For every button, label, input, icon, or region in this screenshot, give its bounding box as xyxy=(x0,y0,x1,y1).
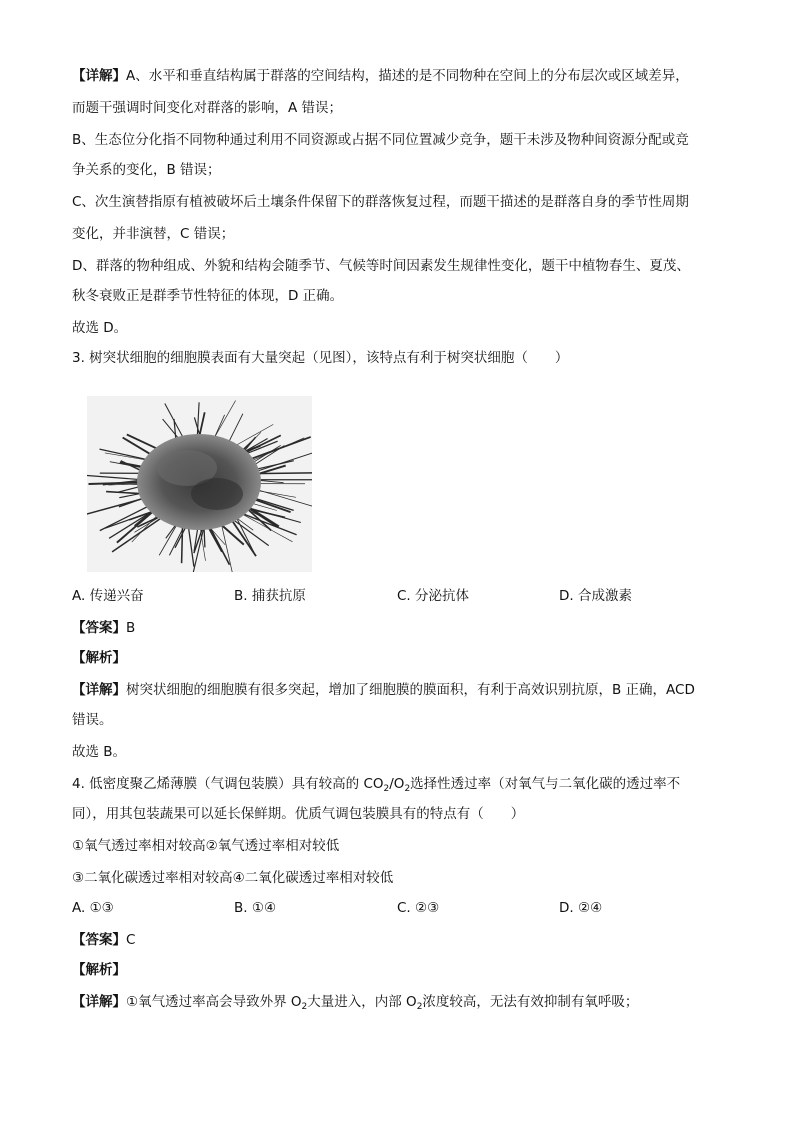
q4-option-c[interactable]: C. ②③ xyxy=(397,900,440,916)
q4-stem-pre: 4. 低密度聚乙烯薄膜（气调包装膜）具有较高的 CO xyxy=(72,776,384,792)
q3-analysis-tag: 【解析】 xyxy=(72,650,126,666)
answer-tag: 【答案】 xyxy=(72,620,126,636)
subscript: 2 xyxy=(416,1002,423,1012)
q2-explain-a-text: A、水平和垂直结构属于群落的空间结构，描述的是不同物种在空间上的分布层次或区域差异， xyxy=(126,68,689,84)
subscript: 2 xyxy=(404,784,411,794)
q2-explain-d-line2: 秋冬衰败正是群季节性特征的体现，D 正确。 xyxy=(72,288,344,304)
q3-option-c[interactable]: C. 分泌抗体 xyxy=(397,588,470,604)
q4-explain-line1 xyxy=(72,992,638,1014)
q4-option-b[interactable]: B. ①④ xyxy=(234,900,277,916)
subscript: 2 xyxy=(383,784,390,794)
q2-explain-d-line1: D、群落的物种组成、外貌和结构会随季节、气候等时间因素发生规律性变化，题干中植物春生、夏茂、 xyxy=(72,258,690,274)
q3-option-a[interactable]: A. 传递兴奋 xyxy=(72,588,144,604)
q4-answer xyxy=(72,930,135,950)
explain-tag: 【详解】 xyxy=(72,68,126,84)
q2-explain-b-line2: 争关系的变化，B 错误； xyxy=(72,162,221,178)
q3-explain-text: 树突状细胞的细胞膜有很多突起，增加了细胞膜的膜面积，有利于高效识别抗原，B 正确，ACD xyxy=(126,682,695,698)
q4-explain-pre: ①氧气透过率高会导致外界 O xyxy=(126,994,302,1010)
answer-tag: 【答案】 xyxy=(72,932,126,948)
q2-explain-c-line1: C、次生演替指原有植被破坏后土壤条件保留下的群落恢复过程，而题干描述的是群落自身的季节性周期 xyxy=(72,194,689,210)
q4-explain-post: 浓度较高，无法有效抑制有氧呼吸； xyxy=(422,994,639,1010)
q2-explain-b-line1: B、生态位分化指不同物种通过利用不同资源或占据不同位置减少竞争，题干未涉及物种间资源分配或竞 xyxy=(72,132,689,148)
q2-explain-a-line2: 而题干强调时间变化对群落的影响，A 错误； xyxy=(72,100,343,116)
dendrite-spike xyxy=(182,522,183,563)
q4-items-12: ①氧气透过率相对较高②氧气透过率相对较低 xyxy=(72,838,340,854)
dendritic-cell-image xyxy=(87,396,312,572)
explain-tag: 【详解】 xyxy=(72,682,126,698)
q4-stem-o: /O xyxy=(389,776,405,792)
q2-explain-a-line1 xyxy=(72,66,689,86)
q4-stem-line2: 同），用其包装蔬果可以延长保鲜期。优质气调包装膜具有的特点有（ ） xyxy=(72,806,525,822)
q4-options xyxy=(72,898,722,918)
q4-stem-line1 xyxy=(72,774,680,796)
q4-stem-post: 选择性透过率（对氧气与二氧化碳的透过率不 xyxy=(410,776,681,792)
q3-explain-line2: 错误。 xyxy=(72,712,113,728)
subscript: 2 xyxy=(301,1002,308,1012)
q2-choose: 故选 D。 xyxy=(72,320,128,336)
q3-options xyxy=(72,586,722,606)
q3-explain-line1 xyxy=(72,680,695,700)
q3-answer xyxy=(72,618,135,638)
q2-explain-c-line2: 变化，并非演替，C 错误； xyxy=(72,226,235,242)
q4-option-a[interactable]: A. ①③ xyxy=(72,900,114,916)
q3-option-d[interactable]: D. 合成激素 xyxy=(559,588,632,604)
q3-stem: 3. 树突状细胞的细胞膜表面有大量突起（见图），该特点有利于树突状细胞（ ） xyxy=(72,350,569,366)
q3-choose: 故选 B。 xyxy=(72,744,127,760)
explain-tag: 【详解】 xyxy=(72,994,126,1010)
q4-explain-mid: 大量进入，内部 O xyxy=(307,994,417,1010)
q3-answer-value: B xyxy=(126,620,136,636)
q4-analysis-tag: 【解析】 xyxy=(72,962,126,978)
q4-option-d[interactable]: D. ②④ xyxy=(559,900,603,916)
q4-items-34: ③二氧化碳透过率相对较高④二氧化碳透过率相对较低 xyxy=(72,870,394,886)
q3-option-b[interactable]: B. 捕获抗原 xyxy=(234,588,306,604)
q4-answer-value: C xyxy=(126,932,136,948)
